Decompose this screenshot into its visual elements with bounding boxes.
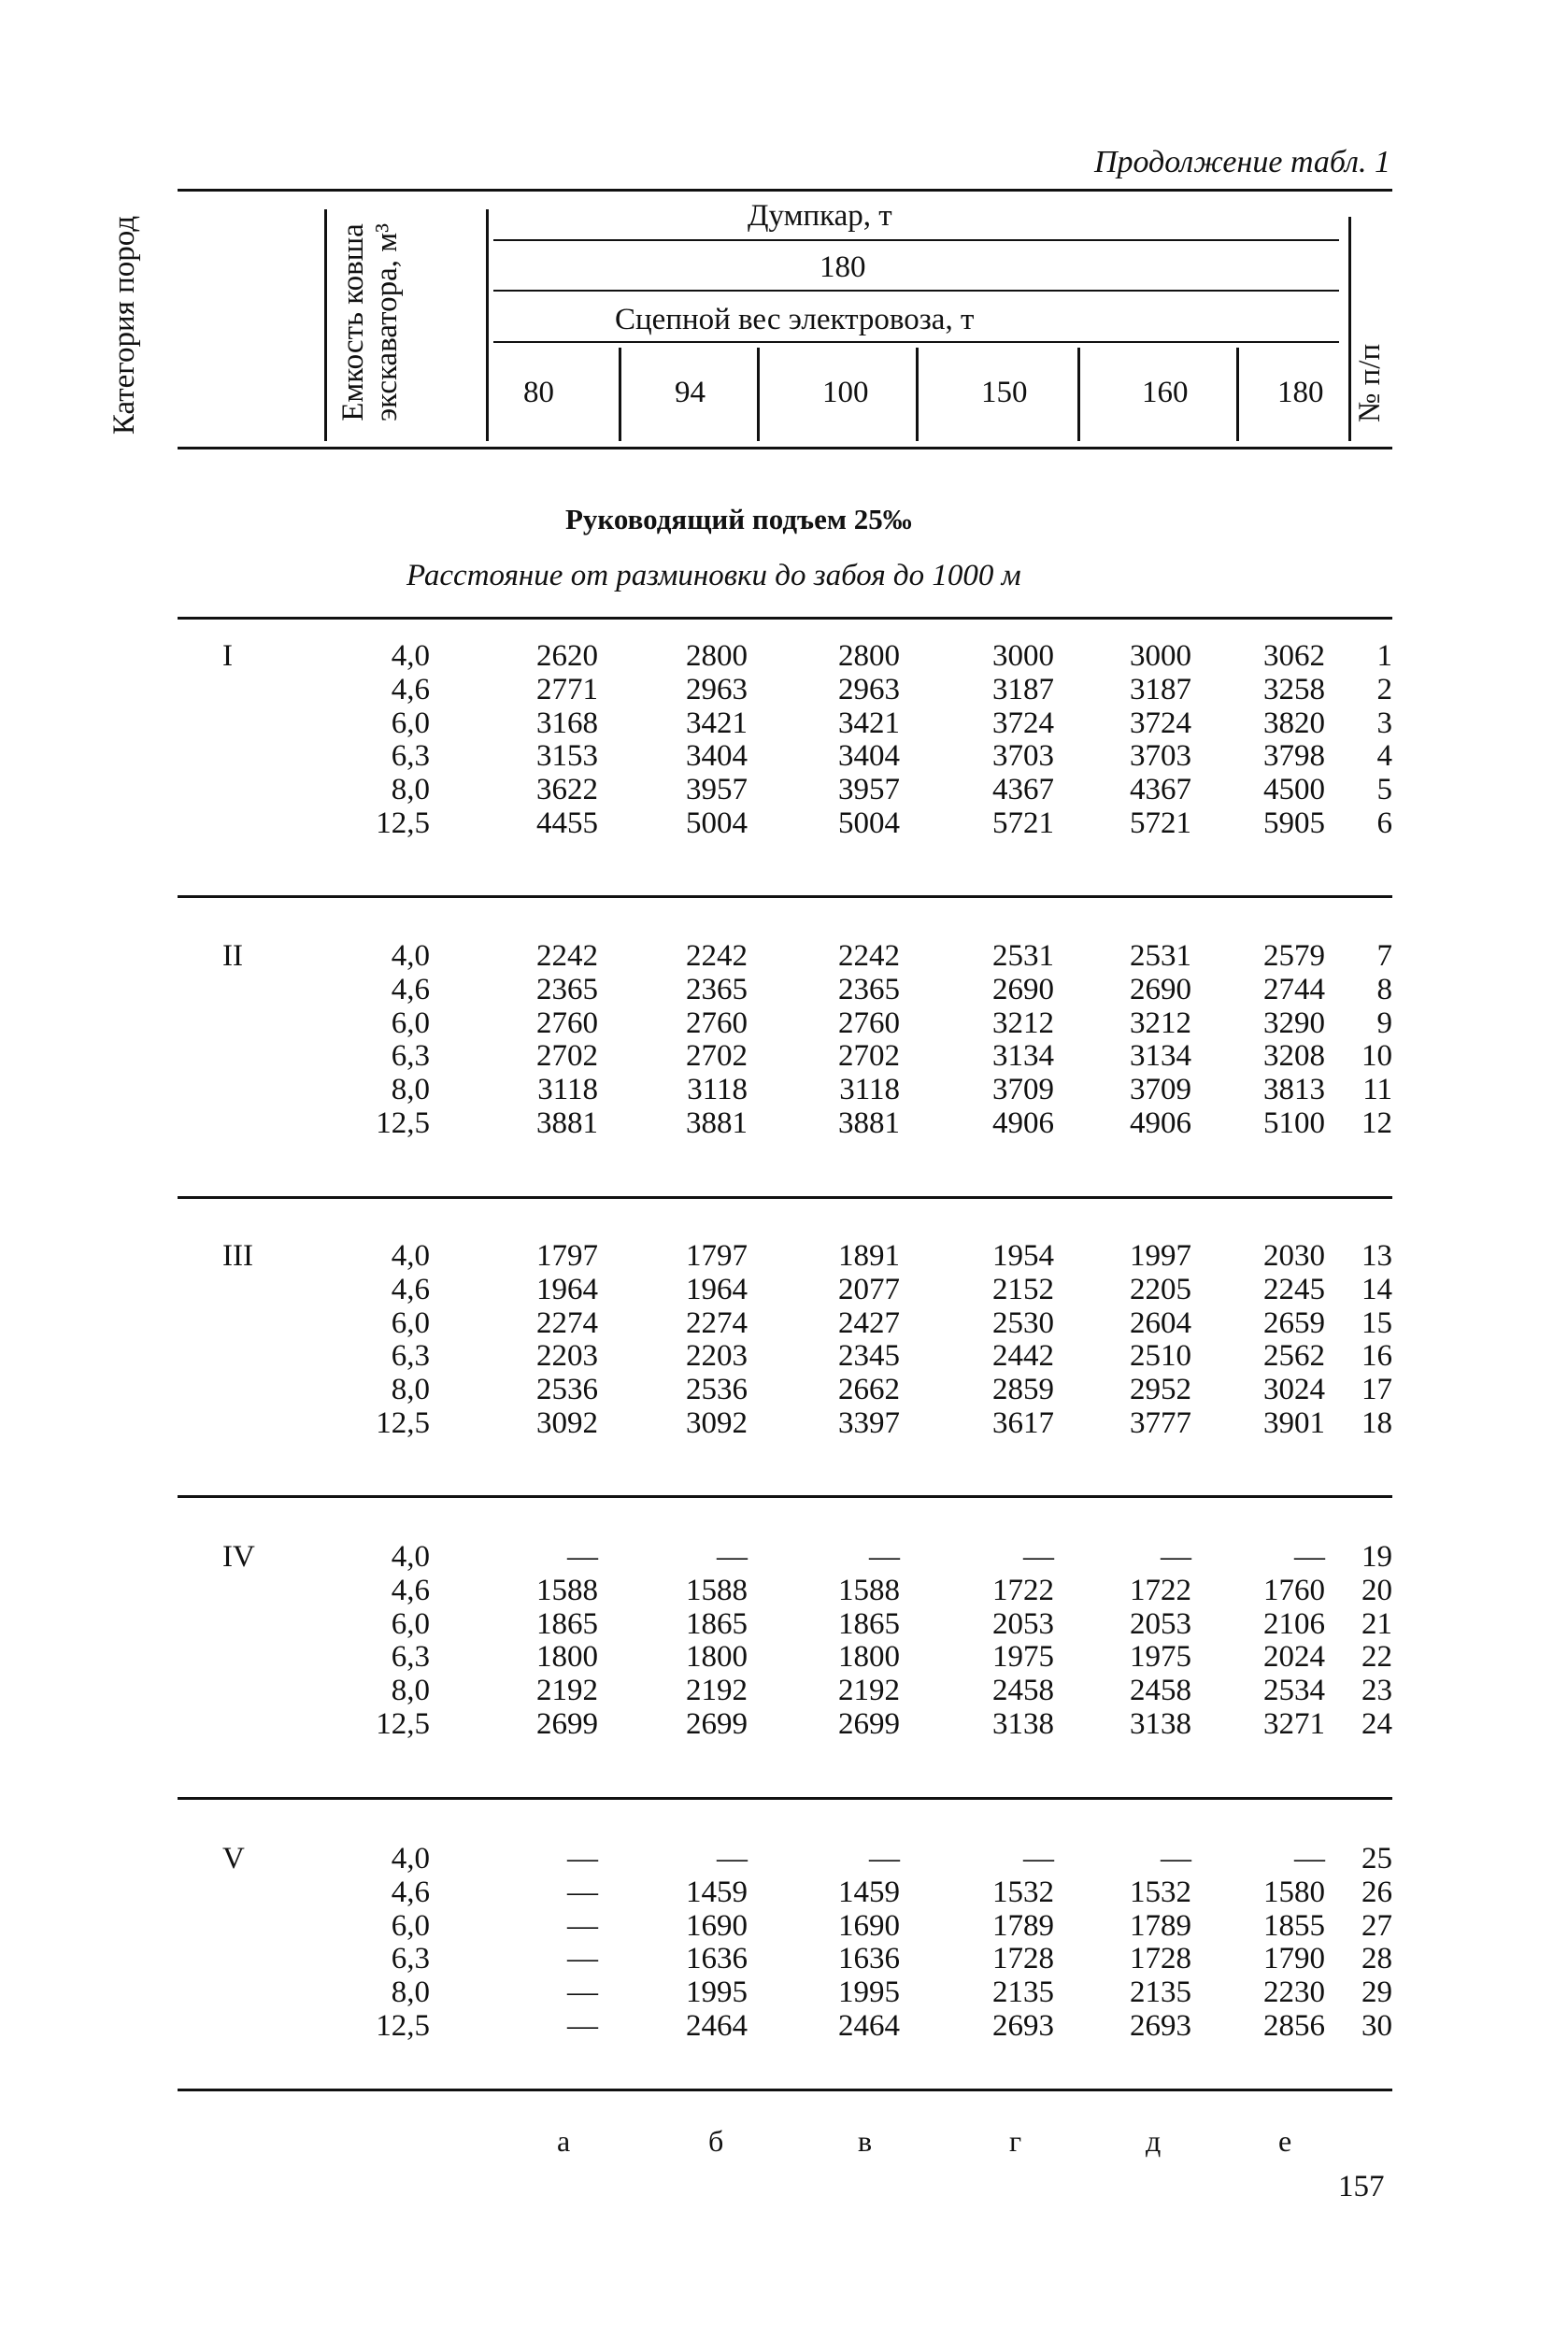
bucket-capacity-cell: 8,0	[391, 1073, 430, 1106]
value-cell: —	[717, 1540, 748, 1574]
weight-80: 80	[523, 376, 554, 409]
value-cell: 2620	[536, 639, 598, 673]
value-cell: 4367	[1130, 773, 1191, 806]
value-cell: 3957	[686, 773, 748, 806]
value-cell: 3777	[1130, 1406, 1191, 1440]
header-divider	[486, 209, 489, 441]
value-cell: 2699	[536, 1707, 598, 1741]
value-cell: 4367	[992, 773, 1054, 806]
value-cell: 3212	[992, 1006, 1054, 1040]
value-cell: 2760	[838, 1006, 900, 1040]
value-cell: 1964	[536, 1273, 598, 1306]
value-cell: 3820	[1263, 706, 1325, 740]
group-rule	[178, 617, 1392, 620]
header-rule	[493, 239, 1339, 241]
value-cell: 3187	[992, 673, 1054, 706]
value-cell: 5004	[838, 806, 900, 840]
value-cell: 2442	[992, 1339, 1054, 1373]
value-cell: 3404	[838, 739, 900, 773]
bucket-capacity-cell: 6,0	[391, 1006, 430, 1040]
bucket-capacity-cell: 6,0	[391, 1607, 430, 1641]
row-number-cell: 26	[1361, 1875, 1392, 1909]
value-cell: 5721	[992, 806, 1054, 840]
row-number-cell: 20	[1361, 1574, 1392, 1607]
value-cell: —	[1294, 1842, 1325, 1875]
value-cell: 2365	[536, 973, 598, 1006]
row-number-cell: 9	[1376, 1006, 1392, 1040]
value-cell: 3901	[1263, 1406, 1325, 1440]
value-cell: 2800	[686, 639, 748, 673]
value-cell: 2760	[686, 1006, 748, 1040]
bucket-capacity-cell: 4,6	[391, 1875, 430, 1909]
value-cell: 3881	[838, 1106, 900, 1140]
value-cell: 1797	[536, 1239, 598, 1273]
value-cell: 2230	[1263, 1975, 1325, 2009]
table-caption: Продолжение табл. 1	[1093, 145, 1390, 179]
column-letter-d: д	[1146, 2124, 1162, 2158]
column-letter-g: г	[1009, 2124, 1022, 2158]
bucket-capacity-cell: 6,3	[391, 1942, 430, 1975]
value-cell: 1891	[838, 1239, 900, 1273]
row-number-cell: 1	[1376, 639, 1392, 673]
value-cell: 2464	[838, 2009, 900, 2043]
value-cell: 1954	[992, 1239, 1054, 1273]
value-cell: —	[1161, 1842, 1191, 1875]
value-cell: 4906	[992, 1106, 1054, 1140]
bucket-capacity-cell: 6,3	[391, 739, 430, 773]
value-cell: 1459	[838, 1875, 900, 1909]
row-number-cell: 14	[1361, 1273, 1392, 1306]
value-cell: 2702	[536, 1039, 598, 1073]
value-cell: 2274	[536, 1306, 598, 1340]
value-cell: 4500	[1263, 773, 1325, 806]
value-cell: 1797	[686, 1239, 748, 1273]
value-cell: 2579	[1263, 939, 1325, 973]
bucket-capacity-cell: 6,3	[391, 1339, 430, 1373]
row-number-cell: 27	[1361, 1909, 1392, 1943]
value-cell: 2744	[1263, 973, 1325, 1006]
value-cell: 2274	[686, 1306, 748, 1340]
value-cell: 3622	[536, 773, 598, 806]
value-cell: 2458	[1130, 1674, 1191, 1707]
weight-94: 94	[675, 376, 706, 409]
value-cell: 3168	[536, 706, 598, 740]
value-cell: 2702	[838, 1039, 900, 1073]
value-cell: 3703	[1130, 739, 1191, 773]
value-cell: 1800	[536, 1640, 598, 1674]
row-number-cell: 7	[1376, 939, 1392, 973]
value-cell: 1975	[1130, 1640, 1191, 1674]
row-number-cell: 6	[1376, 806, 1392, 840]
value-cell: 3118	[537, 1073, 598, 1106]
value-cell: 3000	[1130, 639, 1191, 673]
column-letter-v: в	[858, 2124, 873, 2158]
value-cell: 3212	[1130, 1006, 1191, 1040]
value-cell: 1865	[838, 1607, 900, 1641]
value-cell: 3092	[536, 1406, 598, 1440]
value-cell: 3798	[1263, 739, 1325, 773]
value-cell: 3024	[1263, 1373, 1325, 1406]
value-cell: 2245	[1263, 1273, 1325, 1306]
value-cell: 1995	[838, 1975, 900, 2009]
value-cell: 1690	[686, 1909, 748, 1943]
row-number-cell: 10	[1361, 1039, 1392, 1073]
value-cell: 1995	[686, 1975, 748, 2009]
row-number-cell: 29	[1361, 1975, 1392, 2009]
value-cell: 2702	[686, 1039, 748, 1073]
value-cell: 3397	[838, 1406, 900, 1440]
row-number-cell: 28	[1361, 1942, 1392, 1975]
value-cell: 3709	[992, 1073, 1054, 1106]
value-cell: 3421	[838, 706, 900, 740]
bucket-capacity-cell: 4,0	[391, 939, 430, 973]
row-number-cell: 23	[1361, 1674, 1392, 1707]
value-cell: —	[1161, 1540, 1191, 1574]
bucket-capacity-cell: 4,0	[391, 639, 430, 673]
value-cell: 2365	[686, 973, 748, 1006]
bucket-capacity-cell: 12,5	[376, 1707, 430, 1741]
value-cell: 3258	[1263, 673, 1325, 706]
header-dumpcar-value: 180	[820, 250, 866, 284]
value-cell: 2192	[838, 1674, 900, 1707]
value-cell: 2859	[992, 1373, 1054, 1406]
value-cell: 1997	[1130, 1239, 1191, 1273]
value-cell: 3421	[686, 706, 748, 740]
row-number-cell: 13	[1361, 1239, 1392, 1273]
bucket-capacity-cell: 4,0	[391, 1842, 430, 1875]
value-cell: 2203	[686, 1339, 748, 1373]
bucket-capacity-cell: 6,3	[391, 1039, 430, 1073]
value-cell: 2693	[1130, 2009, 1191, 2043]
value-cell: 2152	[992, 1273, 1054, 1306]
value-cell: 2242	[686, 939, 748, 973]
value-cell: 1865	[686, 1607, 748, 1641]
weight-divider	[757, 348, 760, 441]
value-cell: 5100	[1263, 1106, 1325, 1140]
page-number: 157	[1338, 2170, 1385, 2204]
group-rule	[178, 895, 1392, 898]
value-cell: 2135	[992, 1975, 1054, 2009]
header-divider	[324, 209, 327, 441]
rock-category: III	[222, 1239, 253, 1273]
value-cell: —	[567, 1975, 598, 2009]
row-number-cell: 4	[1376, 739, 1392, 773]
value-cell: 3187	[1130, 673, 1191, 706]
value-cell: 3134	[1130, 1039, 1191, 1073]
value-cell: 2030	[1263, 1239, 1325, 1273]
weight-150: 150	[981, 376, 1028, 409]
value-cell: 1459	[686, 1875, 748, 1909]
group-rule	[178, 1495, 1392, 1498]
row-number-cell: 8	[1376, 973, 1392, 1006]
header-rule	[493, 341, 1339, 343]
bucket-capacity-cell: 8,0	[391, 1373, 430, 1406]
bucket-capacity-cell: 8,0	[391, 1674, 430, 1707]
value-cell: 3208	[1263, 1039, 1325, 1073]
row-number-cell: 2	[1376, 673, 1392, 706]
value-cell: 3724	[992, 706, 1054, 740]
header-dumpcar: Думпкар, т	[748, 199, 892, 233]
column-letter-b: б	[708, 2124, 724, 2158]
bucket-capacity-cell: 6,0	[391, 1306, 430, 1340]
rock-category: IV	[222, 1540, 255, 1574]
row-number-cell: 24	[1361, 1707, 1392, 1741]
value-cell: 2690	[1130, 973, 1191, 1006]
value-cell: 2365	[838, 973, 900, 1006]
weight-100: 100	[822, 376, 869, 409]
header-rule	[493, 290, 1339, 292]
value-cell: 1588	[838, 1574, 900, 1607]
value-cell: 1532	[1130, 1875, 1191, 1909]
row-number-cell: 19	[1361, 1540, 1392, 1574]
row-number-cell: 17	[1361, 1373, 1392, 1406]
header-category: Категория пород	[107, 215, 141, 435]
value-cell: 1722	[1130, 1574, 1191, 1607]
value-cell: 2053	[1130, 1607, 1191, 1641]
row-number-cell: 11	[1362, 1073, 1392, 1106]
value-cell: 1800	[838, 1640, 900, 1674]
value-cell: 2562	[1263, 1339, 1325, 1373]
rock-category: V	[222, 1842, 245, 1875]
value-cell: 3709	[1130, 1073, 1191, 1106]
value-cell: 3138	[992, 1707, 1054, 1741]
bucket-capacity-cell: 8,0	[391, 773, 430, 806]
weight-160: 160	[1142, 376, 1189, 409]
value-cell: 2690	[992, 973, 1054, 1006]
value-cell: 2536	[536, 1373, 598, 1406]
value-cell: 2760	[536, 1006, 598, 1040]
value-cell: 3724	[1130, 706, 1191, 740]
value-cell: 2693	[992, 2009, 1054, 2043]
weight-divider	[1236, 348, 1239, 441]
row-number-cell: 15	[1361, 1306, 1392, 1340]
value-cell: 3404	[686, 739, 748, 773]
value-cell: 3153	[536, 739, 598, 773]
row-number-cell: 12	[1361, 1106, 1392, 1140]
value-cell: 2135	[1130, 1975, 1191, 2009]
value-cell: 1760	[1263, 1574, 1325, 1607]
value-cell: —	[567, 1842, 598, 1875]
value-cell: 3617	[992, 1406, 1054, 1440]
bucket-capacity-cell: 4,6	[391, 1574, 430, 1607]
value-cell: 1636	[838, 1942, 900, 1975]
value-cell: 1964	[686, 1273, 748, 1306]
value-cell: 3092	[686, 1406, 748, 1440]
weight-180: 180	[1277, 376, 1324, 409]
value-cell: —	[567, 2009, 598, 2043]
value-cell: 2345	[838, 1339, 900, 1373]
bucket-capacity-cell: 4,6	[391, 673, 430, 706]
value-cell: 3881	[536, 1106, 598, 1140]
value-cell: 2662	[838, 1373, 900, 1406]
row-number-cell: 30	[1361, 2009, 1392, 2043]
row-number-cell: 25	[1361, 1842, 1392, 1875]
value-cell: —	[567, 1540, 598, 1574]
bucket-capacity-cell: 4,0	[391, 1540, 430, 1574]
value-cell: 2464	[686, 2009, 748, 2043]
row-number-cell: 22	[1361, 1640, 1392, 1674]
value-cell: 3138	[1130, 1707, 1191, 1741]
value-cell: —	[869, 1842, 900, 1875]
value-cell: 1790	[1263, 1942, 1325, 1975]
group-rule	[178, 2089, 1392, 2091]
value-cell: 4906	[1130, 1106, 1191, 1140]
value-cell: 2427	[838, 1306, 900, 1340]
value-cell: 1728	[992, 1942, 1054, 1975]
value-cell: 3118	[687, 1073, 748, 1106]
value-cell: —	[567, 1909, 598, 1943]
value-cell: 2510	[1130, 1339, 1191, 1373]
value-cell: 2106	[1263, 1607, 1325, 1641]
bucket-capacity-cell: 6,3	[391, 1640, 430, 1674]
value-cell: —	[1023, 1540, 1054, 1574]
column-letter-e: е	[1278, 2124, 1292, 2158]
group-rule	[178, 1797, 1392, 1800]
value-cell: 2952	[1130, 1373, 1191, 1406]
value-cell: 2053	[992, 1607, 1054, 1641]
value-cell: 1722	[992, 1574, 1054, 1607]
value-cell: 2963	[686, 673, 748, 706]
group-rule	[178, 1196, 1392, 1199]
value-cell: —	[717, 1842, 748, 1875]
value-cell: 1588	[686, 1574, 748, 1607]
value-cell: 2604	[1130, 1306, 1191, 1340]
bucket-capacity-cell: 4,6	[391, 1273, 430, 1306]
value-cell: 1975	[992, 1640, 1054, 1674]
value-cell: 5004	[686, 806, 748, 840]
value-cell: 2856	[1263, 2009, 1325, 2043]
value-cell: 2077	[838, 1273, 900, 1306]
value-cell: 2192	[536, 1674, 598, 1707]
value-cell: 1789	[1130, 1909, 1191, 1943]
value-cell: 3703	[992, 739, 1054, 773]
value-cell: 1865	[536, 1607, 598, 1641]
bucket-capacity-cell: 8,0	[391, 1975, 430, 2009]
value-cell: 2531	[1130, 939, 1191, 973]
bucket-capacity-cell: 4,6	[391, 973, 430, 1006]
value-cell: 3813	[1263, 1073, 1325, 1106]
value-cell: 2024	[1263, 1640, 1325, 1674]
value-cell: —	[869, 1540, 900, 1574]
value-cell: 1580	[1263, 1875, 1325, 1909]
value-cell: 2530	[992, 1306, 1054, 1340]
row-number-cell: 16	[1361, 1339, 1392, 1373]
value-cell: 2659	[1263, 1306, 1325, 1340]
value-cell: —	[1294, 1540, 1325, 1574]
value-cell: 3290	[1263, 1006, 1325, 1040]
header-top-rule	[178, 189, 1392, 192]
value-cell: 5905	[1263, 806, 1325, 840]
value-cell: 2771	[536, 673, 598, 706]
value-cell: 1532	[992, 1875, 1054, 1909]
bucket-capacity-cell: 4,0	[391, 1239, 430, 1273]
bucket-capacity-cell: 12,5	[376, 1406, 430, 1440]
row-number-cell: 21	[1361, 1607, 1392, 1641]
bucket-capacity-cell: 6,0	[391, 1909, 430, 1943]
value-cell: 2192	[686, 1674, 748, 1707]
column-letter-a: а	[557, 2124, 571, 2158]
value-cell: 1728	[1130, 1942, 1191, 1975]
header-bottom-rule	[178, 447, 1392, 449]
rock-category: II	[222, 939, 243, 973]
header-loco-weight: Сцепной вес электровоза, т	[615, 303, 975, 336]
value-cell: 3062	[1263, 639, 1325, 673]
value-cell: —	[567, 1875, 598, 1909]
row-number-cell: 5	[1376, 773, 1392, 806]
header-row-number: № п/п	[1353, 343, 1387, 423]
section-subtitle: Расстояние от разминовки до забоя до 1000 м	[406, 559, 1021, 592]
value-cell: 3000	[992, 639, 1054, 673]
value-cell: 3881	[686, 1106, 748, 1140]
bucket-capacity-cell: 12,5	[376, 806, 430, 840]
value-cell: 3957	[838, 773, 900, 806]
value-cell: 2242	[536, 939, 598, 973]
value-cell: 2800	[838, 639, 900, 673]
value-cell: 1690	[838, 1909, 900, 1943]
weight-divider	[619, 348, 621, 441]
value-cell: 3134	[992, 1039, 1054, 1073]
value-cell: —	[1023, 1842, 1054, 1875]
bucket-capacity-cell: 12,5	[376, 2009, 430, 2043]
row-number-cell: 18	[1361, 1406, 1392, 1440]
value-cell: 3118	[839, 1073, 900, 1106]
value-cell: 1588	[536, 1574, 598, 1607]
header-divider	[1348, 217, 1351, 441]
value-cell: 2534	[1263, 1674, 1325, 1707]
value-cell: 1855	[1263, 1909, 1325, 1943]
value-cell: 2458	[992, 1674, 1054, 1707]
weight-divider	[1077, 348, 1080, 441]
value-cell: 1800	[686, 1640, 748, 1674]
value-cell: 2699	[686, 1707, 748, 1741]
bucket-capacity-cell: 6,0	[391, 706, 430, 740]
value-cell: 3271	[1263, 1707, 1325, 1741]
value-cell: 2536	[686, 1373, 748, 1406]
weight-divider	[916, 348, 919, 441]
value-cell: 2203	[536, 1339, 598, 1373]
section-title: Руководящий подъем 25‰	[565, 503, 912, 535]
header-bucket-capacity: Емкость ковша экскаватора, м³	[336, 222, 404, 422]
value-cell: 1789	[992, 1909, 1054, 1943]
bucket-capacity-cell: 12,5	[376, 1106, 430, 1140]
value-cell: —	[567, 1942, 598, 1975]
value-cell: 2699	[838, 1707, 900, 1741]
row-number-cell: 3	[1376, 706, 1392, 740]
value-cell: 5721	[1130, 806, 1191, 840]
value-cell: 2205	[1130, 1273, 1191, 1306]
value-cell: 2963	[838, 673, 900, 706]
value-cell: 4455	[536, 806, 598, 840]
value-cell: 2242	[838, 939, 900, 973]
value-cell: 2531	[992, 939, 1054, 973]
rock-category: I	[222, 639, 233, 673]
value-cell: 1636	[686, 1942, 748, 1975]
